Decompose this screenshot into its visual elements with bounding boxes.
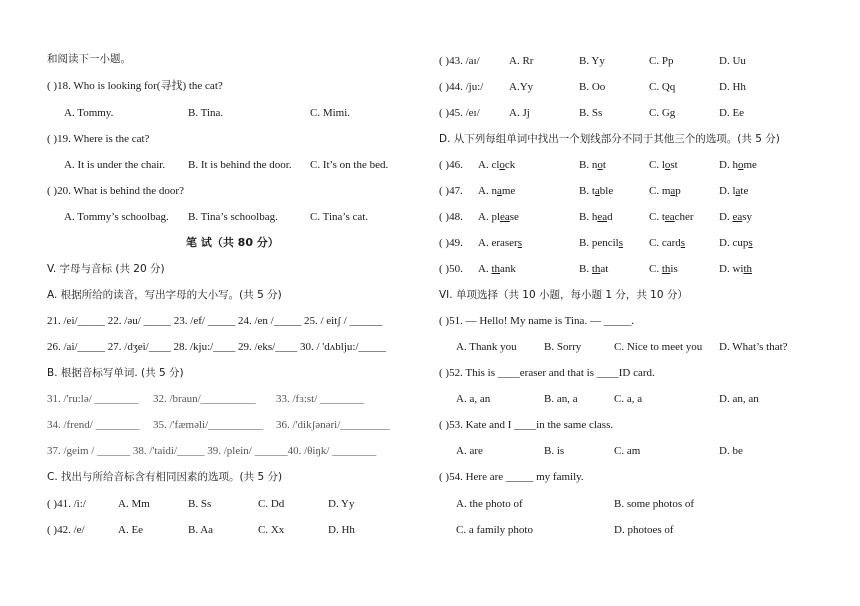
- section-b-heading: B. 根据音标写单词. (共 5 分): [47, 367, 184, 379]
- q18-option-a: A. Tommy.: [64, 107, 114, 119]
- q48-option-b: B. head: [579, 211, 613, 223]
- question-19: ( )19. Where is the cat?: [47, 133, 150, 145]
- q50-option-b: B. that: [579, 263, 609, 275]
- question-47: ( )47.: [439, 185, 463, 197]
- question-46: ( )46.: [439, 159, 463, 171]
- q54-option-c: C. a family photo: [456, 524, 533, 536]
- q46-option-b: B. not: [579, 159, 606, 171]
- q53-option-d: D. be: [719, 445, 743, 457]
- q47-option-b: B. table: [579, 185, 614, 197]
- q19-option-c: C. It’s on the bed.: [310, 159, 389, 171]
- question-35: 35. /'fæməli/__________: [153, 419, 264, 431]
- question-48: ( )48.: [439, 211, 463, 223]
- q45-option-a: A. Jj: [509, 107, 530, 119]
- q43-option-a: A. Rr: [509, 55, 534, 67]
- q52-option-a: A. a, an: [456, 393, 491, 405]
- question-31: 31. /'ru:lə/ ________: [47, 393, 139, 405]
- q53-option-c: C. am: [614, 445, 641, 457]
- q48-option-c: C. teacher: [649, 211, 694, 223]
- q42-option-a: A. Ee: [118, 524, 144, 536]
- q51-option-c: C. Nice to meet you: [614, 341, 703, 353]
- questions-21-25: 21. /ei/_____ 22. /əu/ _____ 23. /ef/ _____ 24. /en /_____ 25. / eitʃ / ______: [47, 315, 383, 327]
- q18-option-b: B. Tina.: [188, 107, 224, 119]
- q46-option-d: D. home: [719, 159, 757, 171]
- questions-26-30: 26. /ai/_____ 27. /dʒei/____ 28. /kju:/____ 29. /eks/____ 30. / 'dʌblju:/_____: [47, 341, 386, 353]
- question-54: ( )54. Here are _____ my family.: [439, 471, 584, 483]
- question-44: ( )44. /ju:/: [439, 81, 484, 93]
- section-c-heading: C. 找出与所给音标含有相同因素的选项。(共 5 分): [47, 471, 283, 483]
- q43-option-b: B. Yy: [579, 55, 605, 67]
- q20-option-a: A. Tommy’s schoolbag.: [64, 211, 169, 223]
- section-a-heading: A. 根据所给的读音，写出字母的大小写。(共 5 分): [47, 289, 282, 301]
- q43-option-d: D. Uu: [719, 55, 746, 67]
- q41-option-b: B. Ss: [188, 498, 212, 510]
- q46-option-c: C. lost: [649, 159, 678, 171]
- question-41: ( )41. /i:/: [47, 498, 86, 510]
- question-45: ( )45. /eɪ/: [439, 107, 480, 119]
- section-v-heading: V. 字母与音标 (共 20 分): [47, 263, 165, 275]
- question-53: ( )53. Kate and I ____in the same class.: [439, 419, 614, 431]
- q52-option-c: C. a, a: [614, 393, 643, 405]
- q44-option-a: A.Yy: [509, 81, 534, 93]
- q54-option-b: B. some photos of: [614, 498, 695, 510]
- q49-option-d: D. cups: [719, 237, 753, 249]
- question-32: 32. /braun/__________: [153, 393, 256, 405]
- q47-option-a: A. name: [478, 185, 516, 197]
- q54-option-a: A. the photo of: [456, 498, 523, 510]
- q47-option-d: D. late: [719, 185, 749, 197]
- q41-option-c: C. Dd: [258, 498, 285, 510]
- section-d-heading: D. 从下列每组单词中找出一个划线部分不同于其他三个的选项。(共 5 分): [439, 133, 780, 145]
- q51-option-d: D. What’s that?: [719, 341, 788, 353]
- question-49: ( )49.: [439, 237, 463, 249]
- q41-option-a: A. Mm: [118, 498, 150, 510]
- question-18: ( )18. Who is looking for(寻找) the cat?: [47, 80, 223, 92]
- q20-option-b: B. Tina’s schoolbag.: [188, 211, 278, 223]
- q18-option-c: C. Mimi.: [310, 107, 351, 119]
- question-43: ( )43. /aɪ/: [439, 55, 480, 67]
- question-52: ( )52. This is ____eraser and that is ____ID card.: [439, 367, 655, 379]
- question-50: ( )50.: [439, 263, 463, 275]
- q51-option-a: A. Thank you: [456, 341, 517, 353]
- q48-option-d: D. easy: [719, 211, 752, 223]
- q47-option-c: C. map: [649, 185, 681, 197]
- q20-option-c: C. Tina’s cat.: [310, 211, 369, 223]
- q19-option-b: B. It is behind the door.: [188, 159, 292, 171]
- q53-option-a: A. are: [456, 445, 483, 457]
- q44-option-b: B. Oo: [579, 81, 606, 93]
- q46-option-a: A. clock: [478, 159, 516, 171]
- q52-option-b: B. an, a: [544, 393, 578, 405]
- q44-option-d: D. Hh: [719, 81, 746, 93]
- q50-option-a: A. thank: [478, 263, 516, 275]
- q42-option-d: D. Hh: [328, 524, 355, 536]
- q44-option-c: C. Qq: [649, 81, 676, 93]
- q52-option-d: D. an, an: [719, 393, 759, 405]
- q49-option-a: A. erasers: [478, 237, 522, 249]
- q41-option-d: D. Yy: [328, 498, 355, 510]
- q45-option-d: D. Ee: [719, 107, 745, 119]
- intro-line: 和阅读下一小题。: [47, 53, 131, 65]
- q49-option-c: C. cards: [649, 237, 686, 249]
- written-test-title: 笔 试（共 80 分）: [186, 236, 279, 249]
- question-36: 36. /'dikʃənəri/_________: [276, 419, 390, 431]
- questions-37-40: 37. /geim / ______ 38. /'taidi/_____ 39. /plein/ ______40. /θiŋk/ ________: [47, 445, 377, 457]
- q50-option-c: C. this: [649, 263, 678, 275]
- q43-option-c: C. Pp: [649, 55, 674, 67]
- question-51: ( )51. — Hello! My name is Tina. — _____.: [439, 315, 634, 327]
- q45-option-c: C. Gg: [649, 107, 676, 119]
- question-20: ( )20. What is behind the door?: [47, 185, 184, 197]
- section-vi-heading: VI. 单项选择（共 10 小题，每小题 1 分，共 10 分）: [439, 289, 688, 301]
- q51-option-b: B. Sorry: [544, 341, 582, 353]
- q45-option-b: B. Ss: [579, 107, 603, 119]
- question-33: 33. /fɜ:st/ ________: [276, 393, 365, 405]
- q54-option-d: D. photoes of: [614, 524, 674, 536]
- q49-option-b: B. pencils: [579, 237, 623, 249]
- q50-option-d: D. with: [719, 263, 753, 275]
- q53-option-b: B. is: [544, 445, 565, 457]
- question-42: ( )42. /e/: [47, 524, 85, 536]
- q48-option-a: A. please: [478, 211, 519, 223]
- question-34: 34. /frend/ ________: [47, 419, 140, 431]
- q19-option-a: A. It is under the chair.: [64, 159, 166, 171]
- q42-option-c: C. Xx: [258, 524, 285, 536]
- q42-option-b: B. Aa: [188, 524, 214, 536]
